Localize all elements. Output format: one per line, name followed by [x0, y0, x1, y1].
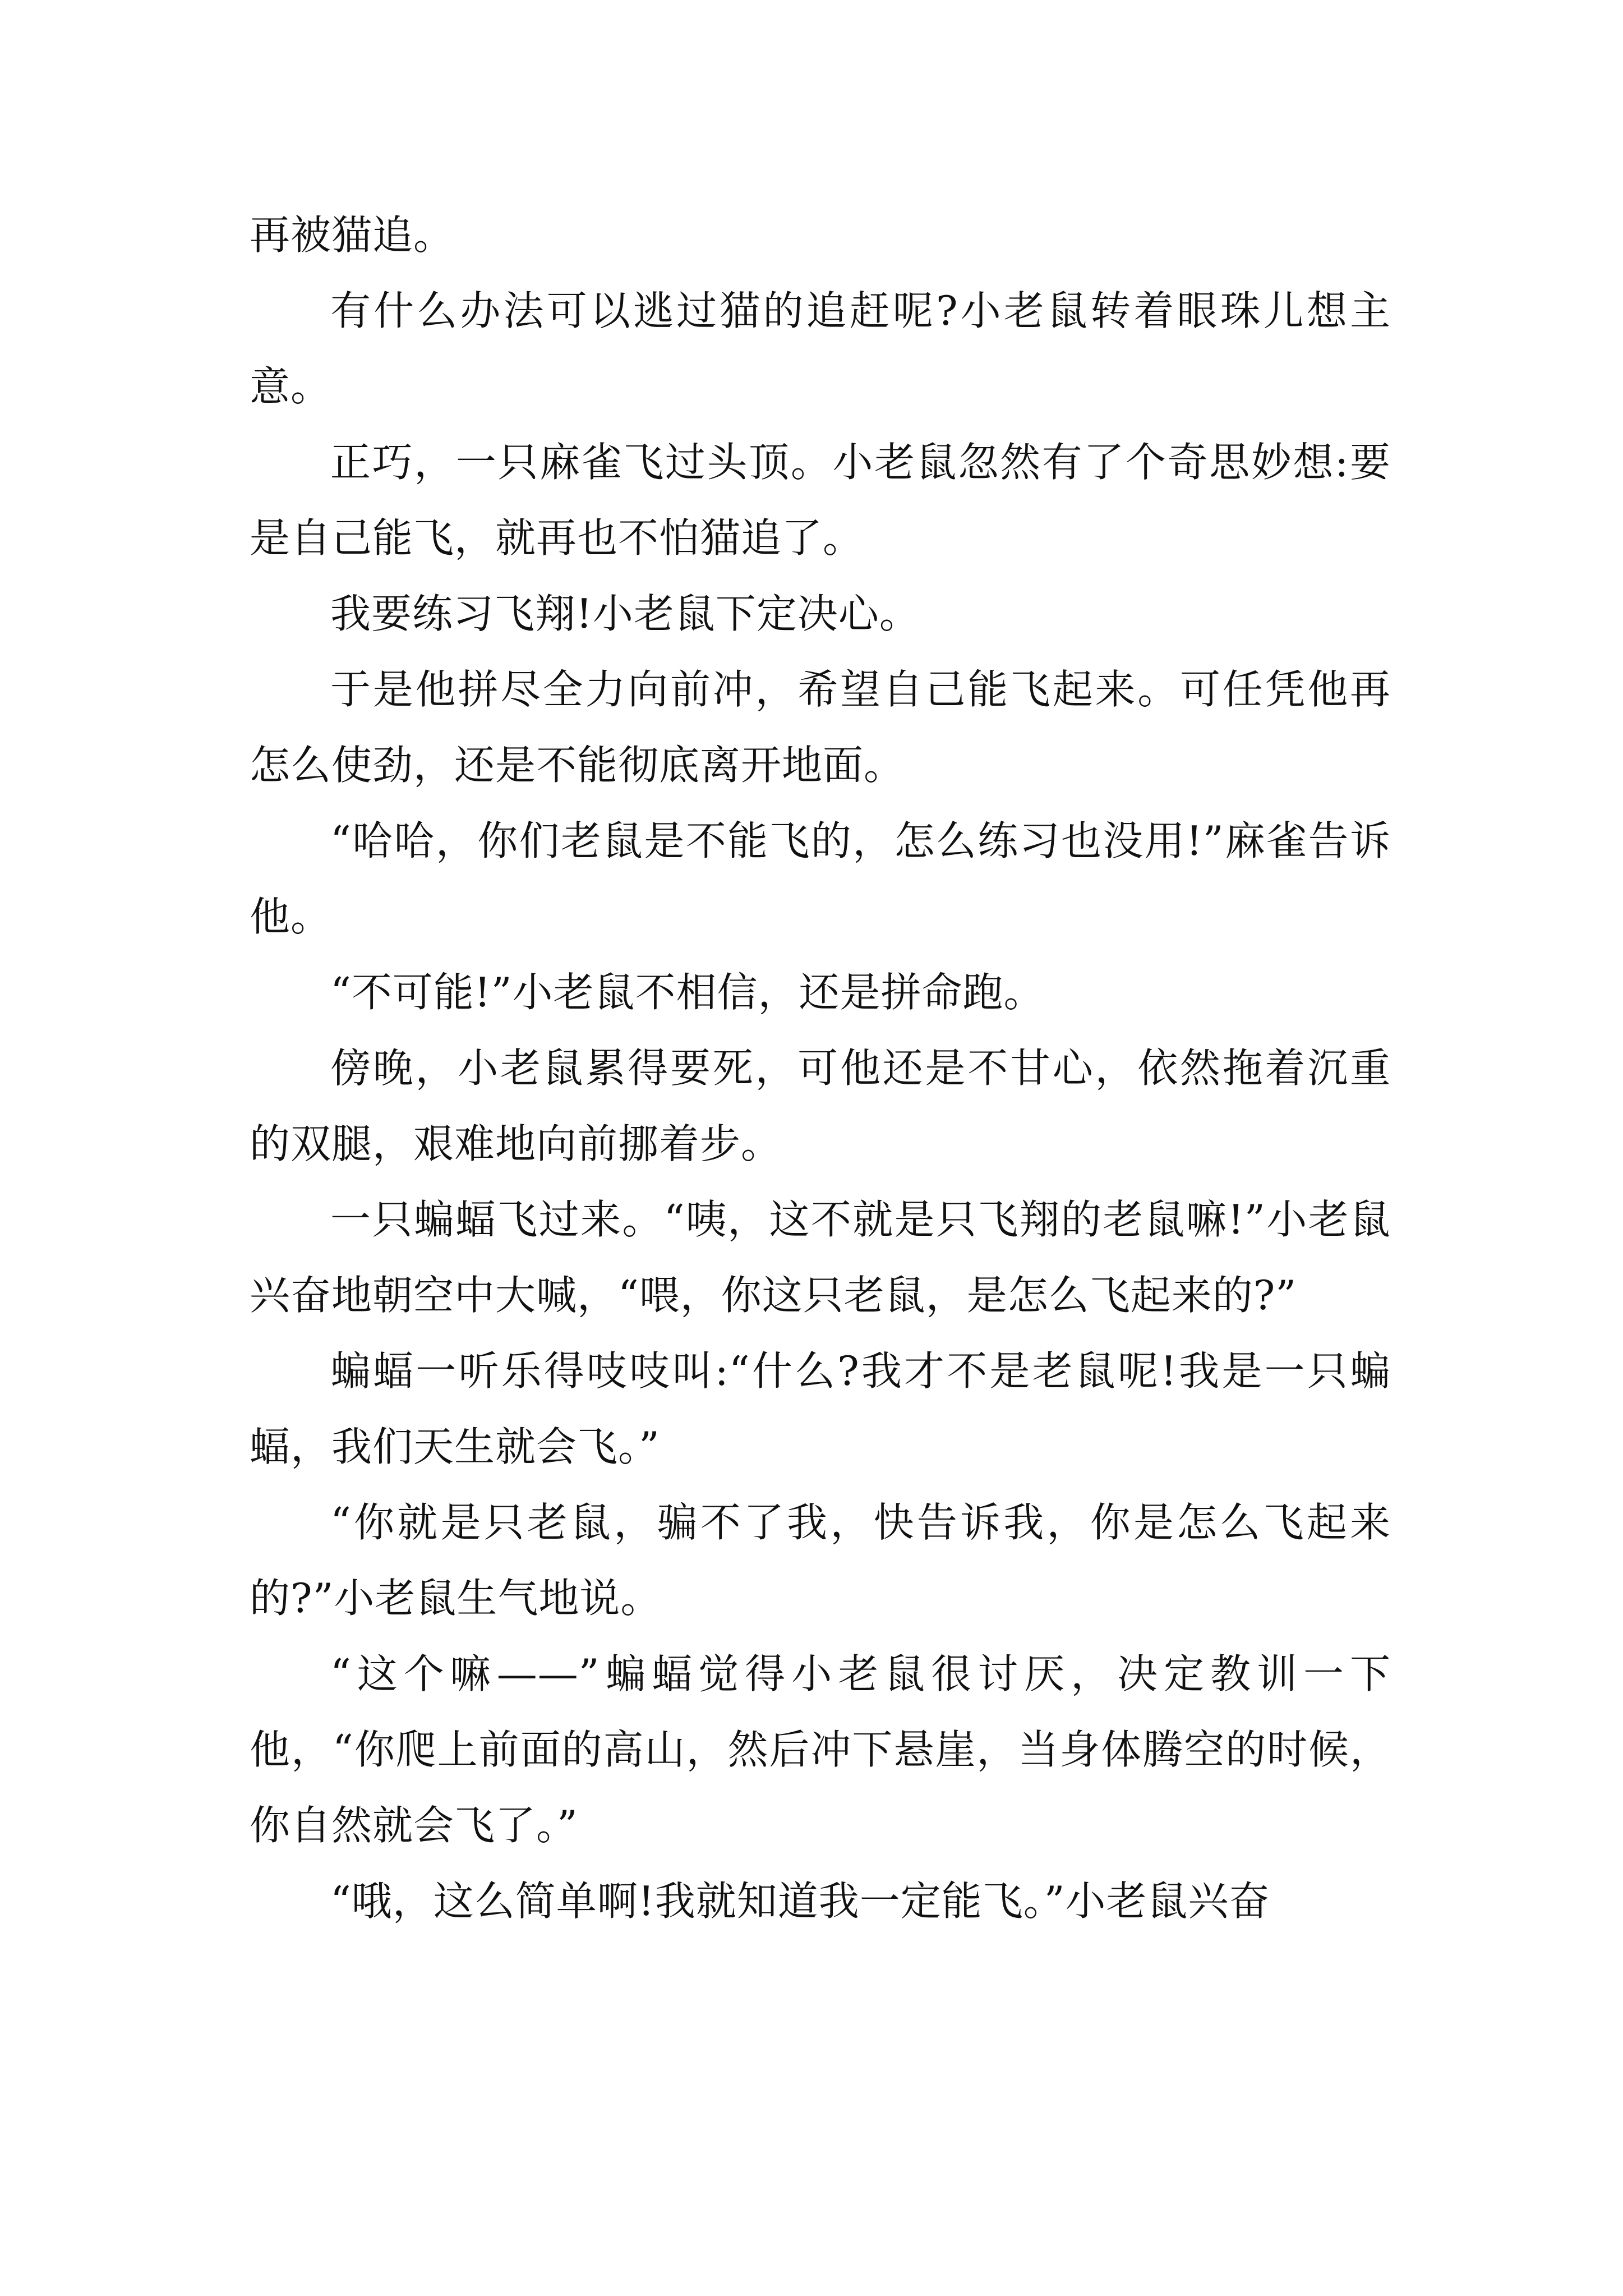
paragraph: 于是他拼尽全力向前冲，希望自己能飞起来。可任凭他再怎么使劲，还是不能彻底离开地面。: [250, 666, 1391, 789]
paragraph: “哈哈，你们老鼠是不能飞的，怎么练习也没用!”麻雀告诉他。: [250, 817, 1391, 940]
paragraph: 傍晚，小老鼠累得要死，可他还是不甘心，依然拖着沉重的双腿，艰难地向前挪着步。: [250, 1045, 1391, 1167]
paragraph: 正巧，一只麻雀飞过头顶。小老鼠忽然有了个奇思妙想:要是自己能飞，就再也不怕猫追了。: [250, 439, 1391, 562]
story-text: [250, 197, 1391, 1939]
paragraph: 蝙蝠一听乐得吱吱叫:“什么?我才不是老鼠呢!我是一只蝙蝠，我们天生就会飞。”: [250, 1347, 1391, 1470]
paragraph: “这个嘛——”蝙蝠觉得小老鼠很讨厌，决定教训一下他，“你爬上前面的高山，然后冲下悬崖，当身体腾空的时候，你自然就会飞了。”: [250, 1650, 1391, 1849]
paragraph: 一只蝙蝠飞过来。“咦，这不就是只飞翔的老鼠嘛!”小老鼠兴奋地朝空中大喊，“喂，你这只老鼠，是怎么飞起来的?”: [250, 1196, 1391, 1319]
paragraph: 我要练习飞翔!小老鼠下定决心。: [330, 590, 920, 637]
paragraph: “哦，这么简单啊!我就知道我一定能飞。”小老鼠兴奋: [330, 1878, 1270, 1925]
paragraph: “不可能!”小老鼠不相信，还是拼命跑。: [330, 969, 1045, 1016]
paragraph: “你就是只老鼠，骗不了我，快告诉我，你是怎么飞起来的?”小老鼠生气地说。: [250, 1499, 1391, 1622]
paragraph: 再被猫追。: [250, 211, 455, 259]
paragraph: 有什么办法可以逃过猫的追赶呢?小老鼠转着眼珠儿想主意。: [250, 287, 1391, 410]
